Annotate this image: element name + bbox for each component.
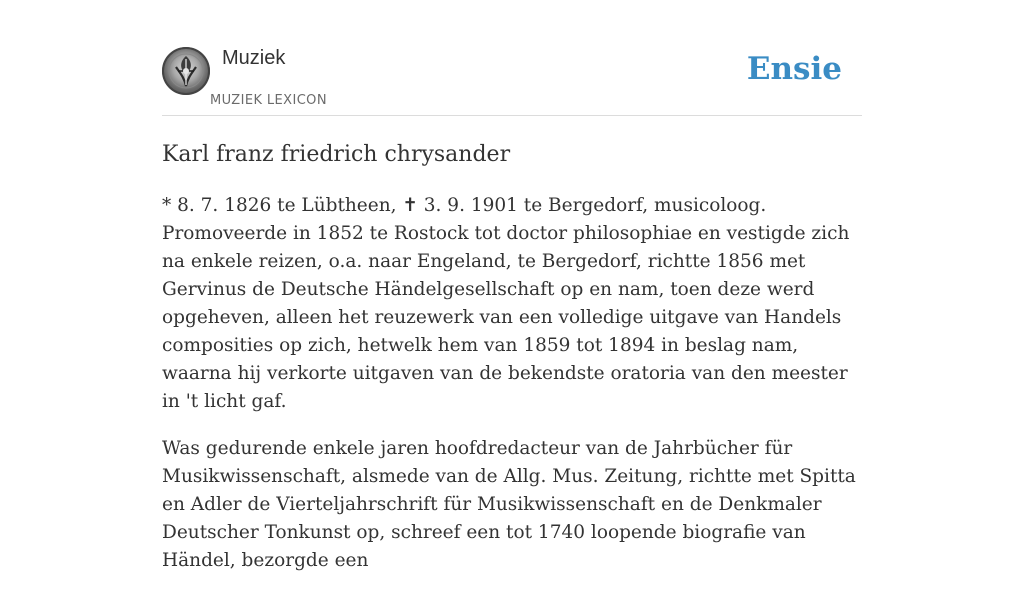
- music-lexicon-emblem-icon: [162, 47, 210, 95]
- article-paragraph: * 8. 7. 1826 te Lübtheen, ✝ 3. 9. 1901 te Bergedorf, musicoloog. Promoveerde in 1852 te Rostock tot doctor philosophiae en vestigde zich na enkele reizen, o.a. naar Engeland, te Bergedorf, richtte 1856 met Gervinus de Deutsche Händelgesellschaft op en nam, toen deze werd opgeheven, alleen het reuzewerk van een volledige uitgave van Handels composities op zich, hetwelk hem van 1859 tot 1894 in beslag nam, waarna hij verkorte uitgaven van de bekendste oratoria van den meester in 't licht gaf.: [162, 195, 850, 412]
- brand-logo[interactable]: Ensie: [746, 51, 842, 87]
- header-divider: [162, 115, 862, 116]
- source-subtitle[interactable]: MUZIEK LEXICON: [210, 93, 327, 108]
- header: [162, 40, 862, 115]
- source-avatar[interactable]: [162, 47, 210, 95]
- article-paragraph: Was gedurende enkele jaren hoofdredacteur van de Jahrbücher für Musikwissenschaft, alsmede van de Allg. Mus. Zeitung, richtte met Spitta en Adler de Vierteljahrschrift für Musikwissenschaft en de Denkmaler Deutscher Tonkunst op, schreef een tot 1740 loopende biografie van Händel, bezorgde een: [162, 438, 856, 571]
- article-title: Karl franz friedrich chrysander: [162, 142, 511, 167]
- article-body: [162, 192, 862, 594]
- source-name[interactable]: Muziek: [222, 47, 286, 69]
